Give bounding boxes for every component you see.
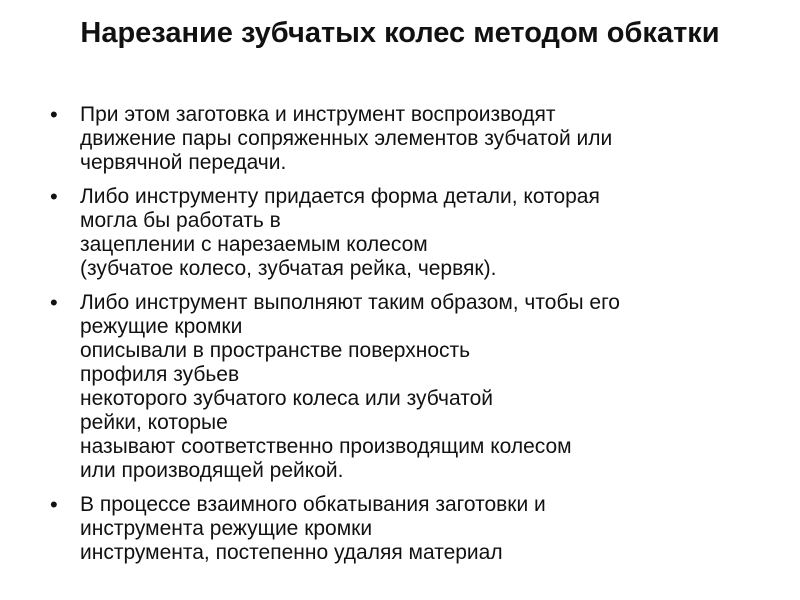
bullet-text-line: зацеплении с нарезаемым колесом [80,233,428,256]
bullet-text-line: называют соответственно производящим колесом [80,435,572,458]
bullet-text-line: профиля зубьев [80,363,240,386]
bullet-text-line: (зубчатое колесо, зубчатая рейка, червяк). [80,257,497,280]
bullet-text-line: При этом заготовка и инструмент воспроизводят [80,103,556,126]
slide-title: Нарезание зубчатых колес методом обкатки [80,17,720,49]
bullet-text-line: некоторого зубчатого колеса или зубчатой [80,387,493,410]
bullet-text-line: червячной передачи. [80,151,287,174]
bullet-text-line: могла бы работать в [80,209,281,232]
bullet-item [50,493,770,565]
bullet-text-line: Либо инструмент выполняют таким образом, чтобы его [80,291,620,314]
bullet-dot-icon: • [50,184,58,209]
bullet-text-line: В процессе взаимного обкатывания заготовки и [80,493,546,516]
bullet-text-line: описывали в пространстве поверхность [80,339,471,362]
bullet-dot-icon: • [50,102,58,127]
bullet-dot-icon: • [50,290,58,315]
bullet-text-line: или производящей рейкой. [80,459,344,482]
bullet-text-line: рейки, которые [80,411,228,434]
bullet-text-line: движение пары сопряженных элементов зубчатой или [80,127,613,150]
bullet-text-line: режущие кромки [80,315,243,338]
bullet-text-line: Либо инструменту придается форма детали, которая [80,185,600,208]
bullet-text-line: инструмента, постепенно удаляя материал [80,541,503,564]
bullet-list [50,103,770,575]
bullet-item [50,185,770,281]
bullet-item [50,103,770,175]
bullet-text-line: инструмента режущие кромки [80,517,373,540]
bullet-dot-icon: • [50,492,58,517]
bullet-item [50,291,770,483]
